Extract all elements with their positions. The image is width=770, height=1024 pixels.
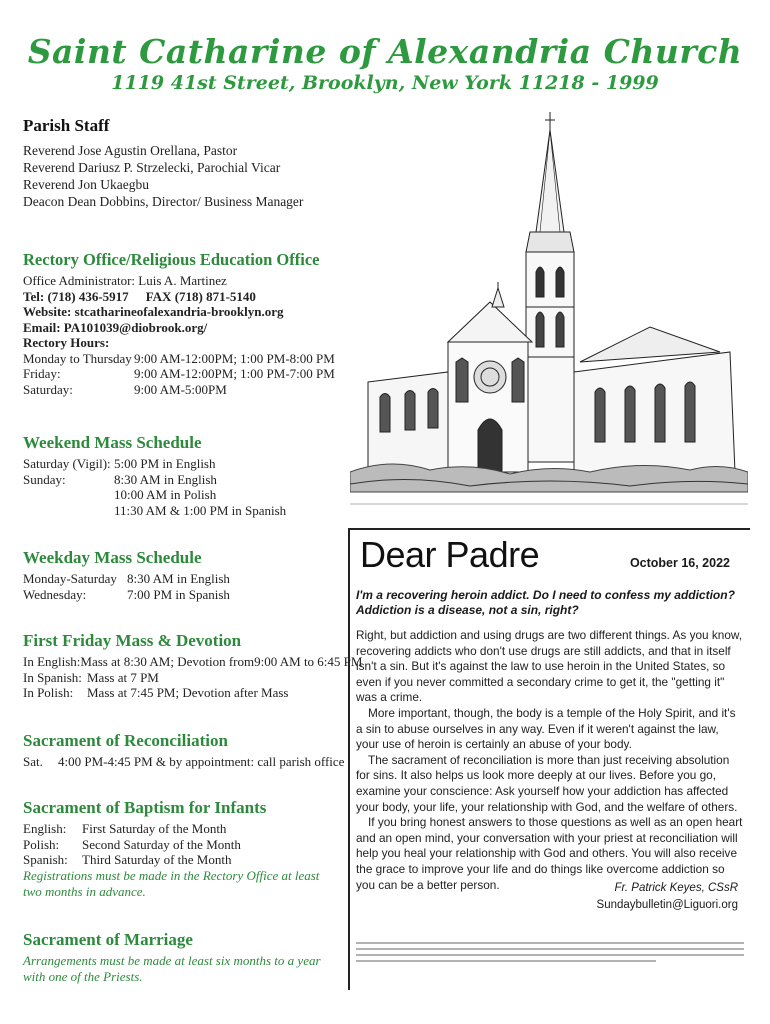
parish-staff-section — [23, 116, 353, 210]
weekday-mass-heading: Weekday Mass Schedule — [23, 548, 202, 567]
hours-row: Friday: 9:00 AM-12:00PM; 1:00 PM-7:00 PM — [23, 366, 335, 381]
weekend-mass-heading: Weekend Mass Schedule — [23, 433, 202, 452]
phone-fax-row — [23, 289, 353, 305]
devotion-row: In Polish: Mass at 7:45 PM; Devotion after Mass — [23, 685, 289, 700]
mass-row: Wednesday: 7:00 PM in Spanish — [23, 586, 230, 602]
dear-padre-date: October 16, 2022 — [629, 556, 730, 570]
church-address: 1119 41st Street, Brooklyn, New York 11218 - 1999 — [111, 72, 659, 94]
mass-row: 11:30 AM & 1:00 PM in Spanish — [114, 502, 287, 518]
mass-row: Sunday: 8:30 AM in English — [23, 471, 217, 487]
devotion-row: In Spanish: Mass at 7 PM — [23, 669, 159, 685]
marriage-note: Arrangements must be made at least six months to a year with one of the Priests. — [23, 953, 321, 984]
website-link[interactable]: Website: stcatharineofalexandria-brooklyn.org — [23, 304, 284, 319]
reconciliation-heading: Sacrament of Reconciliation — [23, 731, 228, 750]
mass-row: 10:00 AM in Polish — [114, 487, 217, 502]
parish-staff-heading: Parish Staff — [23, 116, 110, 135]
baptism-row: English: First Saturday of the Month — [23, 821, 227, 836]
rectory-hours-label: Rectory Hours: — [23, 335, 110, 350]
church-title: Saint Catharine of Alexandria Church — [27, 32, 743, 71]
answer-paragraph: Right, but addiction and using drugs are two different things. As you know, recovering addicts who don't use drugs are still addicts, and that in itself isn't a sin. But it's against the law to use heroin in the United States, so even if you never committed a secondary crime to get it, the "getting it" was a crime. — [356, 628, 743, 705]
staff-member: Reverend Jon Ukaegbu — [23, 177, 149, 192]
dear-padre-answer — [356, 628, 744, 893]
hours-row: Saturday: 9:00 AM-5:00PM — [23, 381, 227, 397]
hours-row: Monday to Thursday 9:00 AM-12:00PM; 1:00 PM-8:00 PM — [23, 350, 335, 366]
baptism-row: Spanish: Third Saturday of the Month — [23, 852, 232, 867]
baptism-heading: Sacrament of Baptism for Infants — [23, 798, 267, 817]
baptism-row: Polish: Second Saturday of the Month — [23, 836, 241, 852]
baptism-section — [23, 798, 353, 900]
answer-paragraph: The sacrament of reconciliation is more than just receiving absolution for sins. It also helps us look more deeply at our lives. Before you go, examine your conscience: Ask yourself how your addiction has affected your body, your life, your relationship with God, and the welfare of others. — [356, 752, 738, 814]
rectory-heading: Rectory Office/Religious Education Office — [23, 250, 320, 269]
weekday-mass-section — [23, 548, 353, 602]
dear-padre-contact[interactable]: Sundaybulletin@Liguori.org — [596, 899, 738, 911]
phone-number: Tel: (718) 436-5917 — [23, 288, 129, 304]
dear-padre-question: I'm a recovering heroin addict. Do I need to confess my addiction? Addiction is a disease, not a sin, right? — [356, 588, 735, 617]
mass-row: Monday-Saturday 8:30 AM in English — [23, 571, 230, 586]
reconciliation-section — [23, 731, 353, 770]
reconciliation-row: Sat. 4:00 PM-4:45 PM & by appointment: call parish office — [23, 754, 345, 769]
copyright-fine-print — [356, 940, 744, 966]
dear-padre-title: Dear Padre — [360, 534, 540, 575]
office-administrator: Office Administrator: Luis A. Martinez — [23, 273, 227, 288]
baptism-note: Registrations must be made in the Rectory Office at least two months in advance. — [23, 867, 320, 899]
devotion-row: In English: Mass at 8:30 AM; Devotion from9:00 AM to 6:45 PM — [23, 654, 363, 669]
mass-row: Saturday (Vigil): 5:00 PM in English — [23, 456, 216, 471]
weekend-mass-section — [23, 433, 353, 518]
fax-number: FAX (718) 871-5140 — [145, 288, 256, 304]
dear-padre-column — [348, 528, 750, 990]
staff-member: Reverend Dariusz P. Strzelecki, Parochial Vicar — [23, 160, 281, 175]
marriage-heading: Sacrament of Marriage — [23, 930, 193, 949]
staff-member: Reverend Jose Agustin Orellana, Pastor — [23, 143, 238, 158]
email-link[interactable]: Email: PA101039@diobrook.org/ — [23, 319, 208, 335]
first-friday-section — [23, 631, 363, 701]
rectory-section — [23, 250, 353, 397]
first-friday-heading: First Friday Mass & Devotion — [23, 631, 242, 650]
dear-padre-author: Fr. Patrick Keyes, CSsR — [614, 882, 738, 894]
answer-paragraph: If you bring honest answers to those questions as well as an open heart and an open mind, your conversation with your priest at reconciliation will help you heal your relationship with God and others. You will also receive the grace to improve your life and do things like overcome addiction so you can be a better person. — [356, 815, 743, 892]
marriage-section — [23, 930, 353, 985]
staff-member: Deacon Dean Dobbins, Director/ Business Manager — [23, 194, 304, 209]
answer-paragraph: More important, though, the body is a temple of the Holy Spirit, and it's a sin to abuse ourselves in any way. Even if it weren't against the law, your use of heroin is certainly an abuse of your body. — [356, 705, 736, 752]
church-illustration — [350, 112, 748, 532]
